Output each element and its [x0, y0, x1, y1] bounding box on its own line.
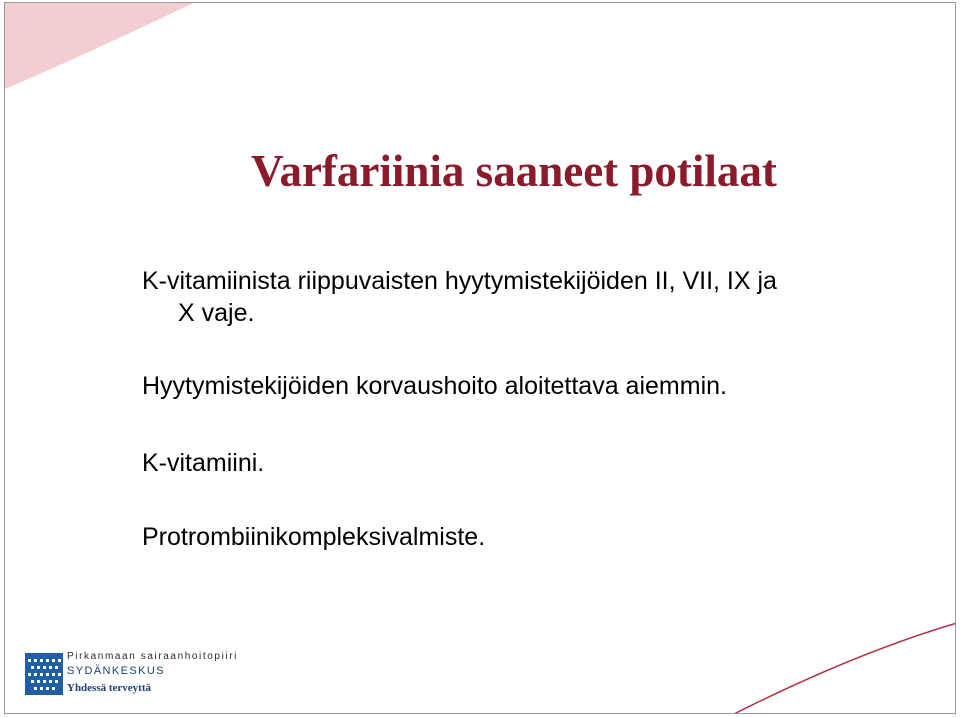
corner-curve-line — [732, 623, 956, 714]
logo-slogan: Yhdessä terveyttä — [67, 682, 152, 694]
logo-mark-icon — [25, 653, 63, 695]
slide-decoration — [5, 3, 956, 714]
bullet-3: K-vitamiini. — [142, 449, 265, 477]
bullet-2: Hyytymistekijöiden korvaushoito aloitettava aiemmin. — [142, 372, 727, 400]
logo-unit-name: SYDÄNKESKUS — [67, 665, 165, 677]
logo-organization-name: Pirkanmaan sairaanhoitopiiri — [67, 651, 238, 662]
bullet-1-line-1: K-vitamiinista riippuvaisten hyytymistekijöiden II, VII, IX ja — [142, 267, 777, 295]
slide — [4, 2, 956, 714]
slide-title: Varfariinia saaneet potilaat — [251, 146, 777, 196]
bullet-1-line-2: X vaje. — [178, 299, 255, 327]
corner-wave-shape — [5, 3, 193, 89]
bullet-1 — [142, 265, 777, 329]
hospital-logo — [25, 651, 238, 699]
bullet-4: Protrombiinikompleksivalmiste. — [142, 523, 486, 551]
